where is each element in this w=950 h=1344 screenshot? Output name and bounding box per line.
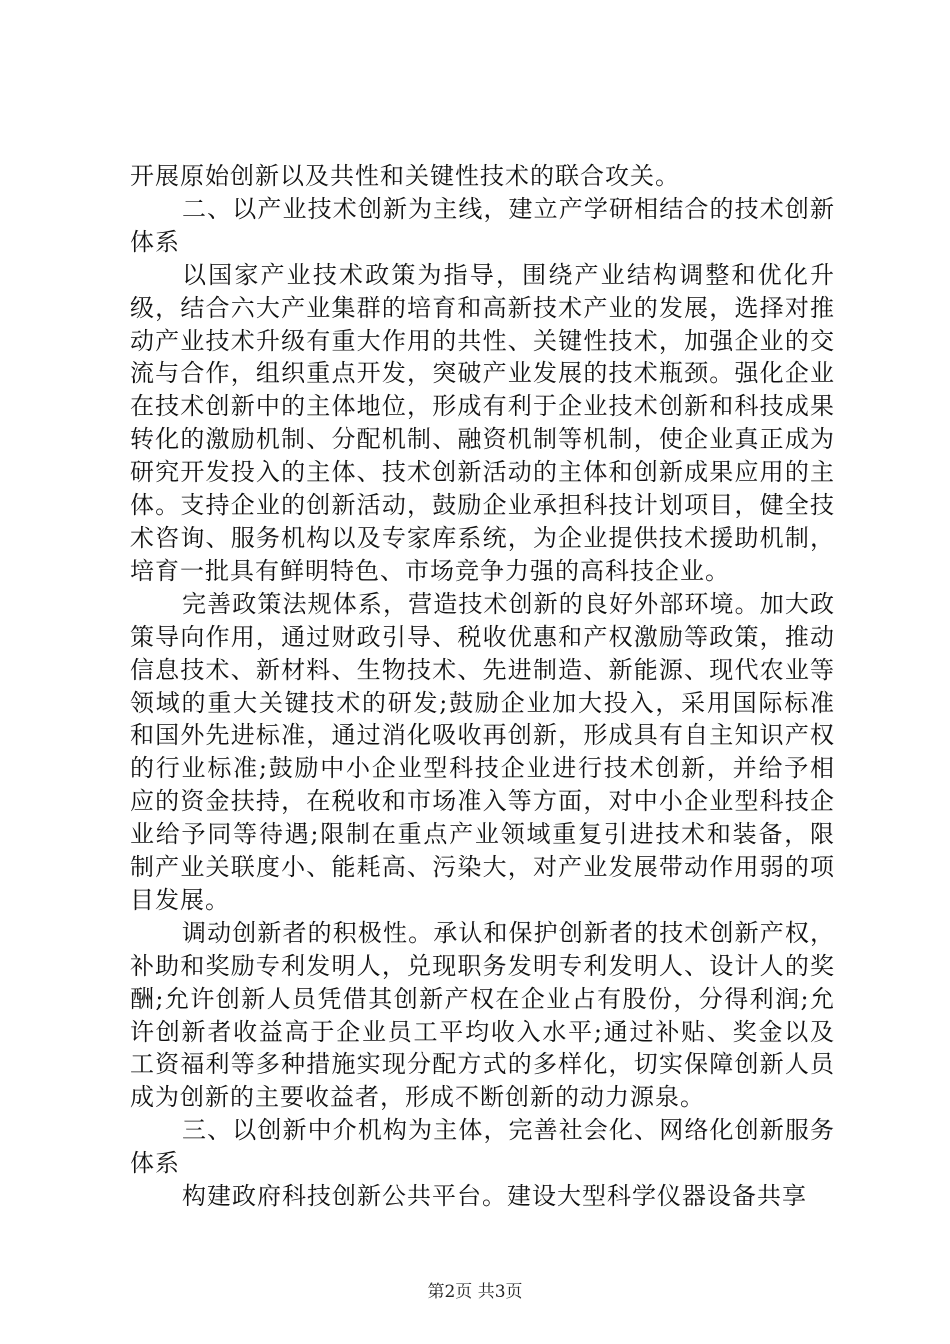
page-number-footer: 第2页 共3页 [427, 1282, 523, 1302]
paragraph-continuation: 开展原始创新以及共性和关键性技术的联合攻关。 [130, 162, 680, 190]
paragraph-industry-tech-policy: 以国家产业技术政策为指导，围绕产业结构调整和优化升级，结合六大产业集群的培育和高新技术产业的发展，选择对推动产业技术升级有重大作用的共性、关键性技术，加强企业的交流与合作，组织重点开发，突破产业发展的技术瓶颈。强化企业在技术创新中的主体地位，形成有利于企业技术创新和科技成果转化的激励机制、分配机制、融资机制等机制，使企业真正成为研究开发投入的主体、技术创新活动的主体和创新成果应用的主体。支持企业的创新活动，鼓励企业承担科技计划项目，健全技术咨询、服务机构以及专家库系统，为企业提供技术援助机制，培育一批具有鲜明特色、市场竞争力强的高科技企业。 [130, 260, 835, 585]
section-heading-2: 二、以产业技术创新为主线，建立产学研相结合的技术创新体系 [130, 194, 835, 256]
section-heading-3: 三、以创新中介机构为主体，完善社会化、网络化创新服务体系 [130, 1116, 835, 1178]
document-body [130, 160, 835, 1213]
paragraph-policy-regulation: 完善政策法规体系，营造技术创新的良好外部环境。加大政策导向作用，通过财政引导、税收优惠和产权激励等政策，推动信息技术、新材料、生物技术、先进制造、新能源、现代农业等领域的重大关键技术的研发;鼓励企业加大投入，采用国际标准和国外先进标准，通过消化吸收再创新，形成具有自主知识产权的行业标准;鼓励中小企业型科技企业进行技术创新，并给予相应的资金扶持，在税收和市场准入等方面，对中小企业型科技企业给予同等待遇;限制在重点产业领域重复引进技术和装备，限制产业关联度小、能耗高、污染大，对产业发展带动作用弱的项目发展。 [130, 589, 835, 914]
paragraph-public-platform: 构建政府科技创新公共平台。建设大型科学仪器设备共享 [182, 1182, 807, 1211]
paragraph-innovator-incentives: 调动创新者的积极性。承认和保护创新者的技术创新产权，补助和奖励专利发明人，兑现职务发明专利发明人、设计人的奖酬;允许创新人员凭借其创新产权在企业占有股份，分得利润;允许创新者收益高于企业员工平均收入水平;通过补贴、奖金以及工资福利等多种措施实现分配方式的多样化，切实保障创新人员成为创新的主要收益者，形成不断创新的动力源泉。 [130, 918, 835, 1112]
